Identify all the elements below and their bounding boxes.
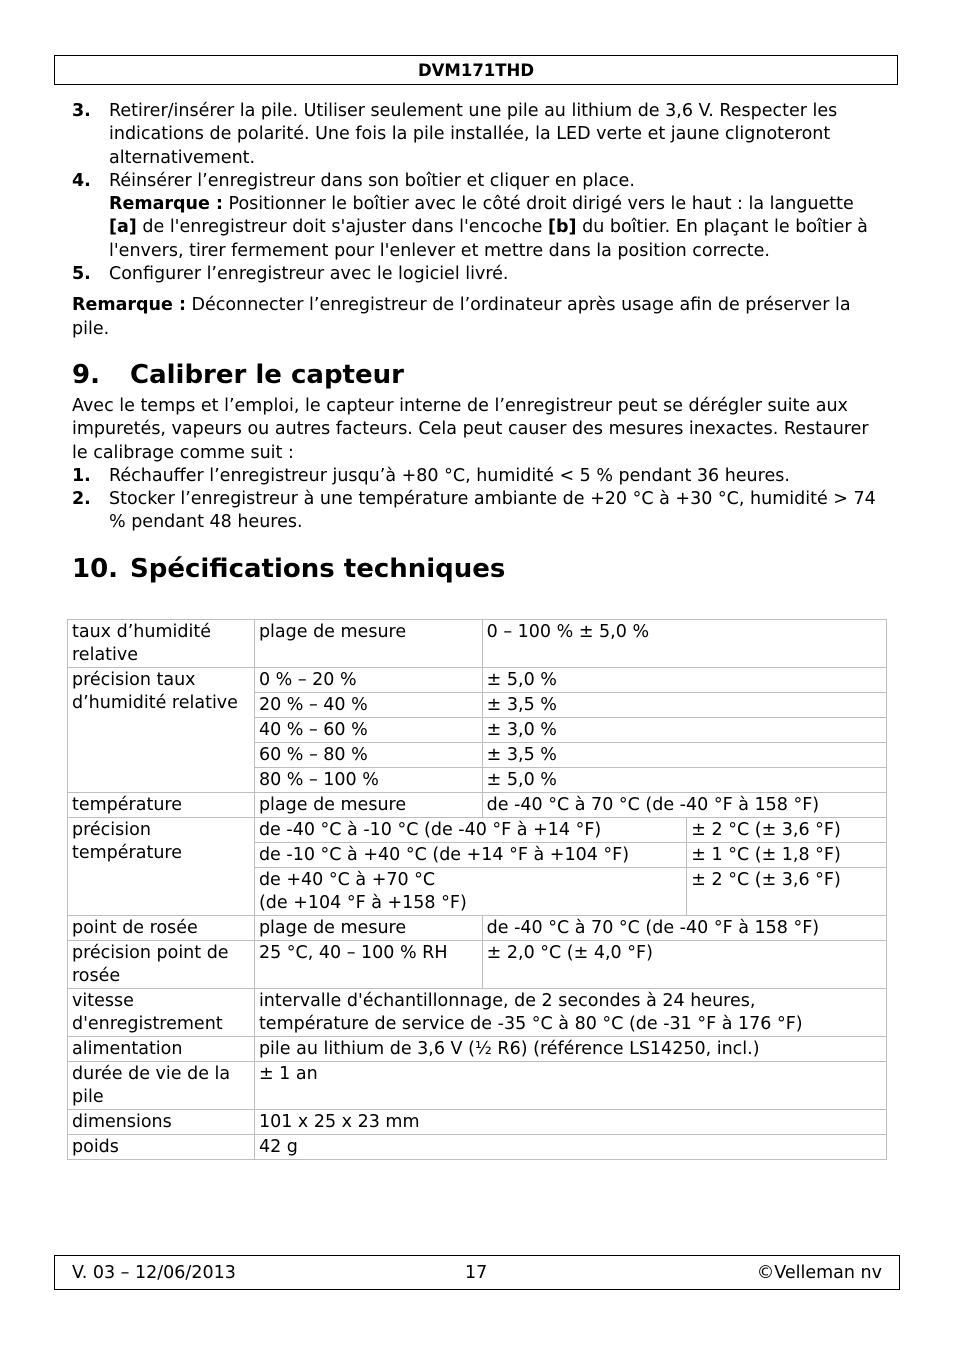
section-title: Calibrer le capteur (130, 359, 404, 390)
table-cell (254, 989, 886, 1037)
table-cell: de -10 °C à +40 °C (de +14 °F à +104 °F) (254, 843, 686, 868)
table-cell: plage de mesure (254, 916, 482, 941)
table-cell: plage de mesure (254, 793, 482, 818)
step-5 (72, 263, 882, 286)
table-cell: précision point de rosée (68, 941, 255, 989)
table-cell: 20 % – 40 % (254, 693, 482, 718)
table-row (68, 1062, 887, 1110)
table-cell: pile au lithium de 3,6 V (½ R6) (référence LS14250, incl.) (254, 1037, 886, 1062)
cell-line: intervalle d'échantillonnage, de 2 secondes à 24 heures, (258, 991, 756, 1011)
document-footer (54, 1255, 900, 1290)
table-cell: précision température (68, 818, 255, 916)
table-cell: plage de mesure (254, 620, 482, 668)
table-cell: 25 °C, 40 – 100 % RH (254, 941, 482, 989)
section-number: 9. (72, 359, 100, 390)
table-cell: ± 5,0 % (482, 768, 886, 793)
table-cell: poids (68, 1135, 255, 1160)
section-title: Spécifications techniques (130, 553, 506, 584)
step-number: 2. (72, 489, 91, 510)
table-cell: taux d’humidité relative (68, 620, 255, 668)
section-9-heading (72, 359, 882, 391)
step-number: 4. (72, 170, 91, 191)
page-content (72, 100, 882, 589)
table-cell: ± 1 an (254, 1062, 886, 1110)
table-cell: température (68, 793, 255, 818)
table-cell: 80 % – 100 % (254, 768, 482, 793)
table-cell: précision taux d’humidité relative (68, 668, 255, 793)
table-cell: alimentation (68, 1037, 255, 1062)
footer-copyright: ©Velleman nv (756, 1263, 882, 1283)
table-cell: ± 5,0 % (482, 668, 886, 693)
cell-line: de +40 °C à +70 °C (258, 870, 436, 890)
calibration-step-2 (72, 488, 882, 535)
step-text: Configurer l’enregistreur avec le logiciel livré. (109, 264, 509, 285)
table-cell: de -40 °C à -10 °C (de -40 °F à +14 °F) (254, 818, 686, 843)
table-row (68, 620, 887, 668)
table-row (68, 668, 887, 693)
table-cell: ± 3,0 % (482, 718, 886, 743)
step-body (109, 170, 882, 263)
section-9-intro: Avec le temps et l’emploi, le capteur interne de l’enregistreur peut se dérégler suite aux impuretés, vapeurs ou autres facteurs. Cela peut causer des mesures inexactes. Restaurer le calibrage comme suit : (72, 395, 869, 463)
table-cell: vitesse d'enregistrement (68, 989, 255, 1037)
table-cell: 40 % – 60 % (254, 718, 482, 743)
calibration-step-1 (72, 465, 882, 488)
table-row (68, 989, 887, 1037)
specifications-table (67, 619, 887, 1160)
table-cell: ± 2 °C (± 3,6 °F) (687, 818, 887, 843)
table-cell: dimensions (68, 1110, 255, 1135)
table-cell: ± 2 °C (± 3,6 °F) (687, 868, 887, 916)
remark-label: Remarque : (72, 295, 186, 316)
section-number: 10. (72, 553, 119, 584)
table-cell: ± 2,0 °C (± 4,0 °F) (482, 941, 886, 989)
remark-text: Positionner le boîtier avec le côté droit dirigé vers le haut : la languette (222, 194, 854, 215)
remark-text: du boîtier. En plaçant le boîtier à l'envers, tirer fermement pour l'enlever et mettre dans la position correcte. (109, 217, 868, 261)
table-cell: point de rosée (68, 916, 255, 941)
step-text: Stocker l’enregistreur à une température ambiante de +20 °C à +30 °C, humidité > 74 % pendant 48 heures. (109, 489, 876, 533)
footer-page-number: 17 (465, 1263, 488, 1283)
table-row (68, 916, 887, 941)
step-number: 5. (72, 264, 91, 285)
table-cell: 0 % – 20 % (254, 668, 482, 693)
table-cell: de -40 °C à 70 °C (de -40 °F à 158 °F) (482, 916, 886, 941)
remark-text: Déconnecter l’enregistreur de l’ordinateur après usage afin de préserver la pile. (72, 295, 851, 339)
step-3 (72, 100, 882, 170)
remark-label: Remarque : (109, 194, 223, 215)
table-cell: ± 3,5 % (482, 693, 886, 718)
remark-paragraph (72, 294, 882, 341)
table-cell: 42 g (254, 1135, 886, 1160)
document-title: DVM171THD (417, 60, 535, 80)
step-text: Retirer/insérer la pile. Utiliser seulement une pile au lithium de 3,6 V. Respecter les indications de polarité. Une fois la pile installée, la LED verte et jaune clignoteront alternativement. (109, 101, 838, 168)
table-cell: durée de vie de la pile (68, 1062, 255, 1110)
table-row (68, 1037, 887, 1062)
table-cell: ± 3,5 % (482, 743, 886, 768)
table-row (68, 1135, 887, 1160)
step-number: 1. (72, 465, 91, 486)
step-text: Réchauffer l’enregistreur jusqu’à +80 °C, humidité < 5 % pendant 36 heures. (109, 465, 790, 486)
section-10-heading (72, 553, 882, 585)
cell-line: température de service de -35 °C à 80 °C (de -31 °F à 176 °F) (258, 1014, 803, 1034)
table-cell: de -40 °C à 70 °C (de -40 °F à 158 °F) (482, 793, 886, 818)
table-row (68, 1110, 887, 1135)
tag-b: [b] (548, 217, 577, 238)
table-row (68, 793, 887, 818)
remark-text: de l'enregistreur doit s'ajuster dans l'encoche (136, 217, 549, 238)
tag-a: [a] (109, 217, 137, 238)
step-text: Réinsérer l’enregistreur dans son boîtier et cliquer en place. (109, 170, 635, 191)
step-number: 3. (72, 101, 91, 121)
document-header (54, 55, 898, 85)
table-row (68, 818, 887, 843)
footer-version: V. 03 – 12/06/2013 (72, 1263, 236, 1283)
table-cell: 101 x 25 x 23 mm (254, 1110, 886, 1135)
table-cell: 60 % – 80 % (254, 743, 482, 768)
table-row (68, 941, 887, 989)
table-cell: ± 1 °C (± 1,8 °F) (687, 843, 887, 868)
table-cell: 0 – 100 % ± 5,0 % (482, 620, 886, 668)
cell-line: (de +104 °F à +158 °F) (258, 893, 467, 913)
table-cell (254, 868, 686, 916)
step-4 (72, 170, 882, 263)
